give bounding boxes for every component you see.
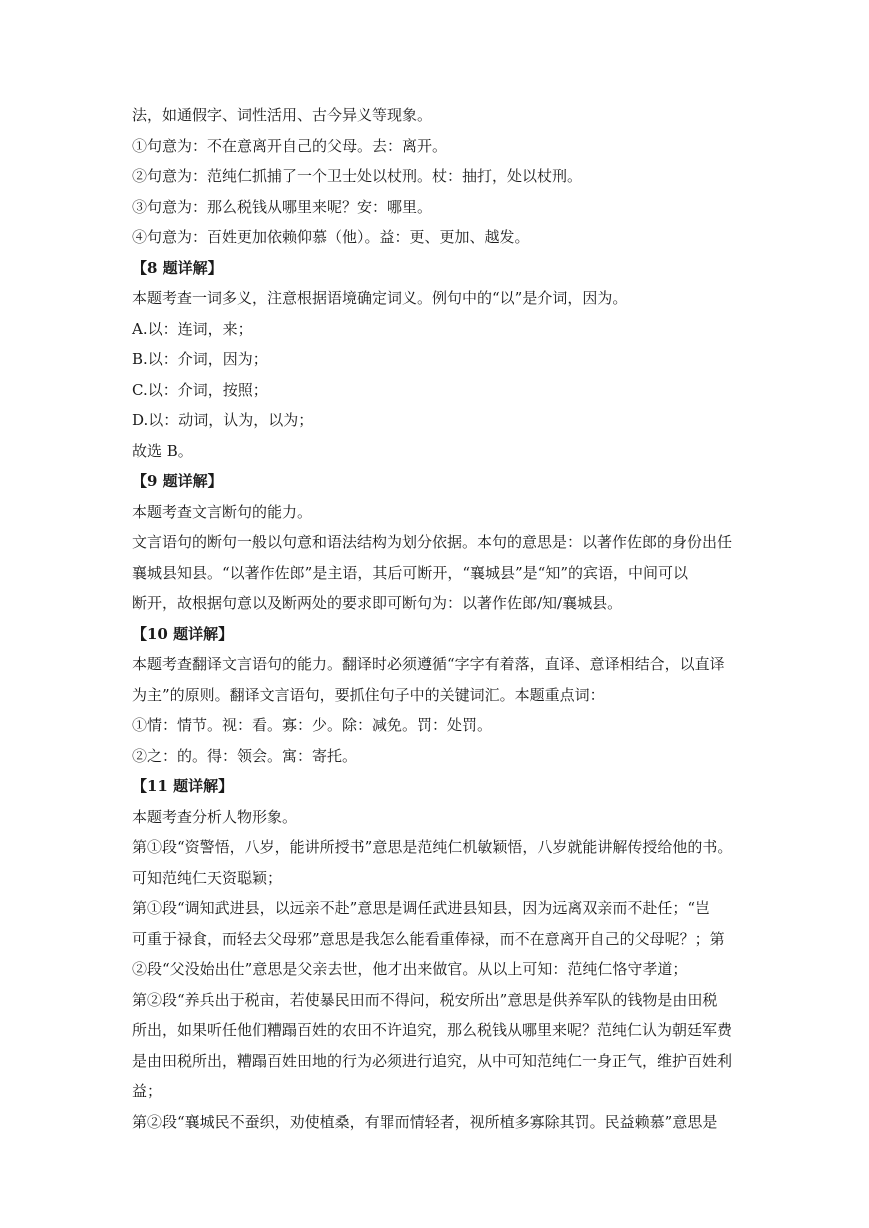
text-line: ①句意为：不在意离开自己的父母。去：离开。 — [132, 136, 448, 155]
section-heading: 【10 题详解】 — [132, 624, 234, 643]
text-line: 所出，如果听任他们糟蹋百姓的农田不许追究，那么税钱从哪里来呢？范纯仁认为朝廷军费 — [132, 1021, 733, 1039]
text-line: B.以：介词，因为； — [132, 350, 268, 368]
text-line: 第②段“养兵出于税亩，若使暴民田而不得问，税安所出”意思是供养军队的钱物是由田税 — [132, 990, 718, 1009]
text-line: 为主”的原则。翻译文言语句，要抓住句子中的关键词汇。本题重点词： — [132, 685, 605, 704]
text-line: 第①段“资警悟，八岁，能讲所授书”意思是范纯仁机敏颖悟，八岁就能讲解传授给他的书。 — [132, 838, 733, 856]
text-line: 襄城县知县。“以著作佐郎”是主语，其后可断开，“襄城县”是“知”的宾语，中间可以 — [132, 563, 689, 582]
text-line: 本题考查文言断句的能力。 — [132, 502, 313, 521]
section-heading: 【11 题详解】 — [132, 777, 234, 795]
text-line: 故选 B。 — [132, 441, 193, 460]
text-line: A.以：连词，来； — [132, 319, 253, 338]
document-page — [132, 100, 742, 1137]
text-line: 本题考查一词多义，注意根据语境确定词义。例句中的“以”是介词，因为。 — [132, 289, 628, 307]
text-line: ④句意为：百姓更加依赖仰慕（他）。益：更、更加、越发。 — [132, 228, 530, 246]
text-line: ②之：的。得：领会。寓：寄托。 — [132, 746, 358, 765]
text-line: D.以：动词，认为，以为； — [132, 411, 314, 429]
text-line: ③句意为：那么税钱从哪里来呢？安：哪里。 — [132, 197, 433, 216]
text-line: 可重于禄食，而轻去父母邪”意思是我怎么能看重俸禄，而不在意离开自己的父母呢？；第 — [132, 929, 725, 948]
text-line: C.以：介词，按照； — [132, 380, 268, 399]
section-heading: 【9 题详解】 — [132, 472, 223, 490]
text-line: 第②段“襄城民不蚕织，劝使植桑，有罪而情轻者，视所植多寡除其罚。民益赖慕”意思是 — [132, 1112, 718, 1131]
text-line: 第①段“调知武进县，以远亲不赴”意思是调任武进县知县，因为远离双亲而不赴任；“岂 — [132, 899, 711, 917]
text-line: 本题考查翻译文言语句的能力。翻译时必须遵循“字字有着落，直译、意译相结合，以直译 — [132, 655, 725, 673]
text-line: 本题考查分析人物形象。 — [132, 807, 298, 826]
text-line: ②段“父没始出仕”意思是父亲去世，他才出来做官。从以上可知：范纯仁恪守孝道； — [132, 960, 688, 978]
text-line: 法，如通假字、词性活用、古今异义等现象。 — [132, 106, 433, 124]
text-line: 可知范纯仁天资聪颖； — [132, 868, 283, 887]
text-line: 文言语句的断句一般以句意和语法结构为划分依据。本句的意思是：以著作佐郎的身份出任 — [132, 533, 733, 551]
text-line: ①情：情节。视：看。寡：少。除：减免。罚：处罚。 — [132, 716, 493, 734]
text-line: ②句意为：范纯仁抓捕了一个卫士处以杖刑。杖：抽打，处以杖刑。 — [132, 167, 583, 185]
section-heading: 【8 题详解】 — [132, 258, 223, 277]
text-line: 益； — [132, 1082, 163, 1100]
text-line: 断开，故根据句意以及断两处的要求即可断句为：以著作佐郎/知/襄城县。 — [132, 594, 623, 612]
text-line: 是由田税所出，糟蹋百姓田地的行为必须进行追究，从中可知范纯仁一身正气，维护百姓利 — [132, 1051, 733, 1070]
